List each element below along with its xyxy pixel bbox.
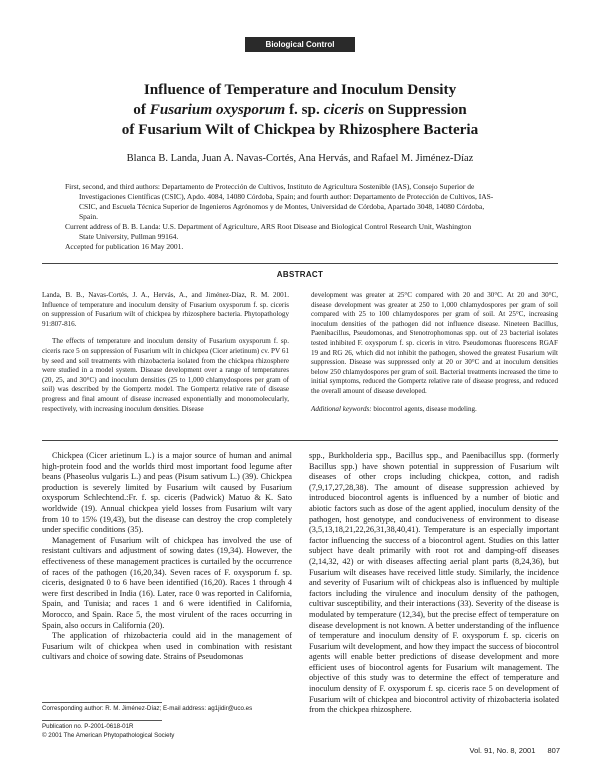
abstract-text-left: The effects of temperature and inoculum density of Fusarium oxysporum f. sp. ciceris race 5 on suppression of Fusarium wilt in chickpea (Cicer arietinum) cv. PV 61 by seed and soil treatments with rhizobacteria isolated from the chickpea rhizosphere were studied in a model system. Disease development over a range of temperatures (20, 25, and 30°C) and inoculum densities (25 to 1,000 chlamydospores per gram of soil) was described by the Gompertz model. The Gompertz relative rate of disease progress and final amount of disease increased exponentially and monomolecularly, respectively, with increasing inoculum densities. Disease xyxy=(42,337,289,413)
keywords: Additional keywords: biocontrol agents, disease modeling. xyxy=(311,404,477,413)
body-left-column xyxy=(42,451,292,663)
footnote-rule xyxy=(42,702,162,703)
abstract-text-right: development was greater at 25°C compared with 20 and 30°C. At 20 and 30°C, disease development was greater at 250 to 1,000 chlamydospores per gram of soil compared with 25 to 100 chlamydospores per gram of soil. At 25°C, increasing inoculum densities of the pathogen did not influence disease. Nineteen Bacillus, Paenibacillus, Pseudomonas, and Stenotrophomonas spp. out of 23 bacterial isolates tested inhibited F. oxysporum f. sp. ciceris in vitro. Pseudomonas fluorescens RGAF 19 and RG 26, which did not inhibit the pathogen, showed the greatest Fusarium wilt suppression. Disease was suppressed only at 20 or 30°C and at inoculum densities below 250 chlamydospores per gram of soil. Bacterial treatments increased the time to initial symptoms, reduced the Gompertz relative rate of disease progress, and reduced the overall amount of disease developed. xyxy=(311,291,558,395)
body-paragraph: The application of rhizobacteria could aid in the management of Fusarium wilt of chickpea when used in combination with resistant cultivars and choice of sowing date. Strains of Pseudomonas xyxy=(42,631,292,662)
body-paragraph: spp., Burkholderia spp., Bacillus spp., and Paenibacillus spp. (formerly Bacillus spp.) have shown potential in suppression of Fusarium wilt diseases of other crops including chickpea, cotton, and radish (7,9,17,27,28,38). The amount of disease suppression achieved by introduced biocontrol agents is influenced by a number of biotic and abiotic factors such as dose of the agent applied, inoculum density of the pathogen, host genotype, and conduciveness of environment to disease (3,5,13,18,21,22,26,31,38,40,41). Temperature is an especially important factor influencing the success of a biocontrol agent. Studies on this latter subject have dealt primarily with root rot and damping-off diseases (2,14,32, 42) or with diseases affecting aerial plant parts (8,24,36), but Fusarium wilt diseases have received little study. Similarly, the incidence and severity of Fusarium wilt of chickpeas also is influenced by multiple factors including the virulence and inoculum density of the pathogen, cultivar susceptibility, and their interactions (33). Severity of the disease is modulated by temperature (12,34), but the precise effect of temperature on disease development is not known. A better understanding of the influence of temperature and inoculum density of F. oxysporum f. sp. ciceris on Fusarium wilt development, and how they impact the success of biocontrol agents will enable better predictions of disease development and more efficient uses of biocontrol agents for Fusarium wilt management. The objective of this study was to determine the effect of temperature and inoculum density of F. oxysporum f. sp. ciceris race 5 on development of Fusarium wilt of chickpea and biocontrol activity of rhizobacteria isolated from the chickpea rhizosphere. xyxy=(309,451,559,715)
title-line-1: Influence of Temperature and Inoculum Density xyxy=(143,81,457,98)
authors: Blanca B. Landa, Juan A. Navas-Cortés, Ana Hervás, and Rafael M. Jiménez-Díaz xyxy=(126,153,474,164)
footnote-rule-2 xyxy=(42,720,162,721)
page-footer xyxy=(460,746,561,755)
abstract-right-column xyxy=(311,291,558,414)
abstract-top-rule xyxy=(42,263,558,264)
abstract-citation: Landa, B. B., Navas-Cortés, J. A., Hervás, A., and Jiménez-Díaz, R. M. 2001. Influence of temperature and inoculum density of Fusarium oxysporum f. sp. ciceris on suppression of Fusarium wilt of chickpea by rhizosphere bacteria. Phytopathology 91:807-816. xyxy=(42,291,289,328)
abstract-left-column xyxy=(42,291,289,414)
body-right-column xyxy=(309,451,559,716)
abstract-heading: ABSTRACT xyxy=(276,270,324,279)
page-number: 807 xyxy=(547,746,560,755)
title-line-3: of Fusarium Wilt of Chickpea by Rhizosphere Bacteria xyxy=(121,121,479,138)
abstract-bottom-rule xyxy=(42,440,558,441)
body-paragraph: Chickpea (Cicer arietinum L.) is a major source of human and animal high-protein food and the worlds third most important food legume after beans (Phaseolus vulgaris L.) and peas (Pisum sativum L.) (39). Chickpea production is severely limited by Fusarium wilt caused by Fusarium oxysporum Schlechtend.:Fr. f. sp. ciceris (Padwick) Matuo & K. Sato worldwide (19). Annual chickpea yield losses from Fusarium wilt vary from 10 to 15% (19,43), but the disease can destroy the crop completely under specific conditions (35). xyxy=(42,451,292,535)
section-tag: Biological Control xyxy=(245,37,355,52)
affiliations: First, second, and third authors: Departamento de Protección de Cultivos, Instituto de Agricultura Sostenible (IAS), Consejo Superior de Investigaciones Científicas (CSIC), Apdo. 4084, 14080 Córdoba, Spain; and fourth author: Departamento de Protección de Cultivos, IAS- CSIC, and Escuela Técnica Superior de Ingenieros Agrónomos y de Montes, Universidad de Córdoba, Apartado 3048, 14080 Córdoba, Spain. Current address of B. B. Landa: U.S. Department of Agriculture, ARS Root Disease and Biological Control Research Unit, Washington State University, Pullman 99164. Accepted for publication 16 May 2001. xyxy=(65,182,494,251)
title-line-2: of Fusarium oxysporum f. sp. ciceris on Suppression xyxy=(133,101,467,118)
article-title xyxy=(40,80,560,140)
corresponding-author: Corresponding author: R. M. Jiménez-Díaz; E-mail address: ag1jidir@uco.es xyxy=(42,705,253,712)
body-paragraph: Management of Fusarium wilt of chickpea has involved the use of resistant cultivars and adjustment of sowing dates (19,34). However, the effectiveness of these management practices is curtailed by the occurrence of races of the pathogen (16,20,34). Seven races of F. oxysporum f. sp. ciceris, designated 0 to 6 have been identified (16,20). Races 1 through 4 were first described in India (16). Later, race 0 was reported in California, Spain, and Tunisia; and races 1 and 6 were identified in California, Morocco, and Spain. Race 5, the most virulent of the races occurring in Spain, also occurs in California (20). xyxy=(42,535,292,630)
publication-info: Publication no. P-2001-0618-01R © 2001 The American Phytopathological Society xyxy=(42,723,175,739)
volume-info: Vol. 91, No. 8, 2001 xyxy=(469,746,536,755)
